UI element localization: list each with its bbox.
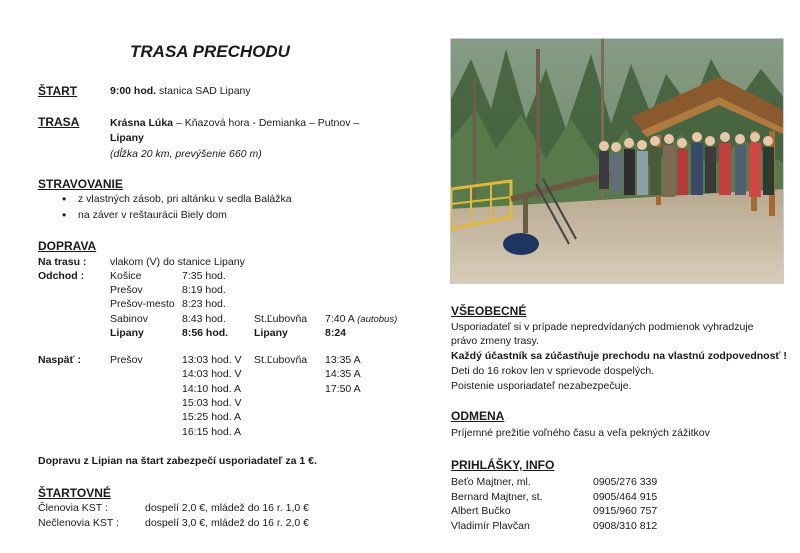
route-end-point: Lipany — [110, 132, 144, 144]
fee-label: Nečlenovia KST : — [38, 517, 119, 529]
group-photo — [450, 38, 784, 284]
return-alt-time: 14:35 A — [325, 368, 361, 380]
transport-depart-label: Odchod : — [38, 270, 85, 282]
general-heading: VŠEOBECNÉ — [451, 304, 527, 318]
page-title: TRASA PRECHODU — [130, 42, 290, 61]
start-place: stanica SAD Lipany — [156, 85, 251, 97]
info-heading: PRIHLÁŠKY, INFO — [451, 458, 555, 472]
depart-station: Košice — [110, 270, 142, 282]
food-item: • z vlastných zásob, pri altánku v sedla Balážka — [54, 193, 292, 209]
transport-return-label: Naspäť : — [38, 354, 81, 366]
depart-time: 8:43 hod. — [182, 313, 226, 325]
contact-phone: 0905/464 915 — [593, 491, 658, 503]
route-middle: – Kňazová hora - Demianka – Putnov – — [173, 117, 360, 129]
alt-depart-station: Lipany — [254, 327, 288, 339]
depart-station: Prešov — [110, 284, 143, 296]
contact-name: Bernard Majtner, st. — [451, 491, 543, 503]
return-time: 16:15 hod. A — [182, 426, 241, 438]
start-info — [110, 85, 251, 97]
return-time: 15:03 hod. V — [182, 397, 242, 409]
depart-station: Sabinov — [110, 313, 148, 325]
alt-depart-station: St.Ľubovňa — [254, 313, 308, 325]
alt-depart-time-value: 7:40 A — [325, 313, 355, 325]
contact-phone: 0905/276 339 — [593, 476, 658, 488]
depart-time: 7:35 hod. — [182, 270, 226, 282]
transport-note: Dopravu z Lipian na štart zabezpečí usporiadateľ za 1 €. — [38, 455, 317, 467]
contact-name: Beťo Majtner, ml. — [451, 476, 531, 488]
route-heading: TRASA — [38, 115, 80, 129]
route-start-point: Krásna Lúka — [110, 117, 174, 129]
depart-time: 8:23 hod. — [182, 298, 226, 310]
general-line: Deti do 16 rokov len v sprievode dospelých. — [451, 365, 655, 377]
fee-heading: ŠTARTOVNÉ — [38, 486, 111, 500]
fee-label: Členovia KST : — [38, 502, 108, 514]
reward-heading: ODMENA — [451, 409, 505, 423]
start-time: 9:00 hod. — [110, 85, 157, 97]
contact-phone: 0915/960 757 — [593, 505, 658, 517]
depart-station: Lipany — [110, 327, 144, 339]
transport-heading: DOPRAVA — [38, 239, 97, 253]
return-alt-station: St.Ľubovňa — [254, 354, 308, 366]
reward-text: Príjemné prežitie voľného času a veľa pekných zážitkov — [451, 427, 710, 439]
general-line: Poistenie usporiadateľ nezabezpečuje. — [451, 380, 632, 392]
alt-depart-time — [325, 313, 397, 325]
route-details: (dĺžka 20 km, prevýšenie 660 m) — [110, 148, 262, 160]
return-station: Prešov — [110, 354, 143, 366]
start-heading: ŠTART — [38, 84, 78, 98]
return-time: 14:03 hod. V — [182, 368, 242, 380]
food-item: • na záver v reštaurácii Biely dom — [54, 209, 292, 225]
contact-phone: 0908/310 812 — [593, 520, 658, 532]
depart-time: 8:19 hod. — [182, 284, 226, 296]
return-alt-time: 17:50 A — [325, 383, 361, 395]
group-photo-icon — [451, 39, 784, 284]
contact-name: Albert Bučko — [451, 505, 511, 517]
food-heading: STRAVOVANIE — [38, 177, 123, 191]
transport-to-label: Na trasu : — [38, 256, 87, 268]
route-line — [110, 117, 359, 129]
return-alt-time: 13:35 A — [325, 354, 361, 366]
contact-name: Vladimír Plavčan — [451, 520, 530, 532]
depart-time: 8:56 hod. — [182, 327, 229, 339]
return-time: 14:10 hod. A — [182, 383, 241, 395]
general-line: právo zmeny trasy. — [451, 335, 539, 347]
fee-value: dospelí 3,0 €, mládež do 16 r. 2,0 € — [145, 517, 310, 529]
general-line: Usporiadateľ si v prípade nepredvídaných podmienok vyhradzuje — [451, 321, 754, 333]
return-time: 13:03 hod. V — [182, 354, 242, 366]
alt-depart-time: 8:24 — [325, 327, 347, 339]
alt-depart-note: (autobus) — [357, 314, 398, 325]
food-list — [54, 193, 292, 225]
transport-to-text: vlakom (V) do stanice Lipany — [110, 256, 245, 268]
general-line-bold: Každý účastník sa zúčastňuje prechodu na vlastnú zodpovednosť ! — [451, 350, 787, 362]
depart-station: Prešov-mesto — [110, 298, 175, 310]
fee-value: dospelí 2,0 €, mládež do 16 r. 1,0 € — [145, 502, 310, 514]
return-time: 15:25 hod. A — [182, 411, 241, 423]
